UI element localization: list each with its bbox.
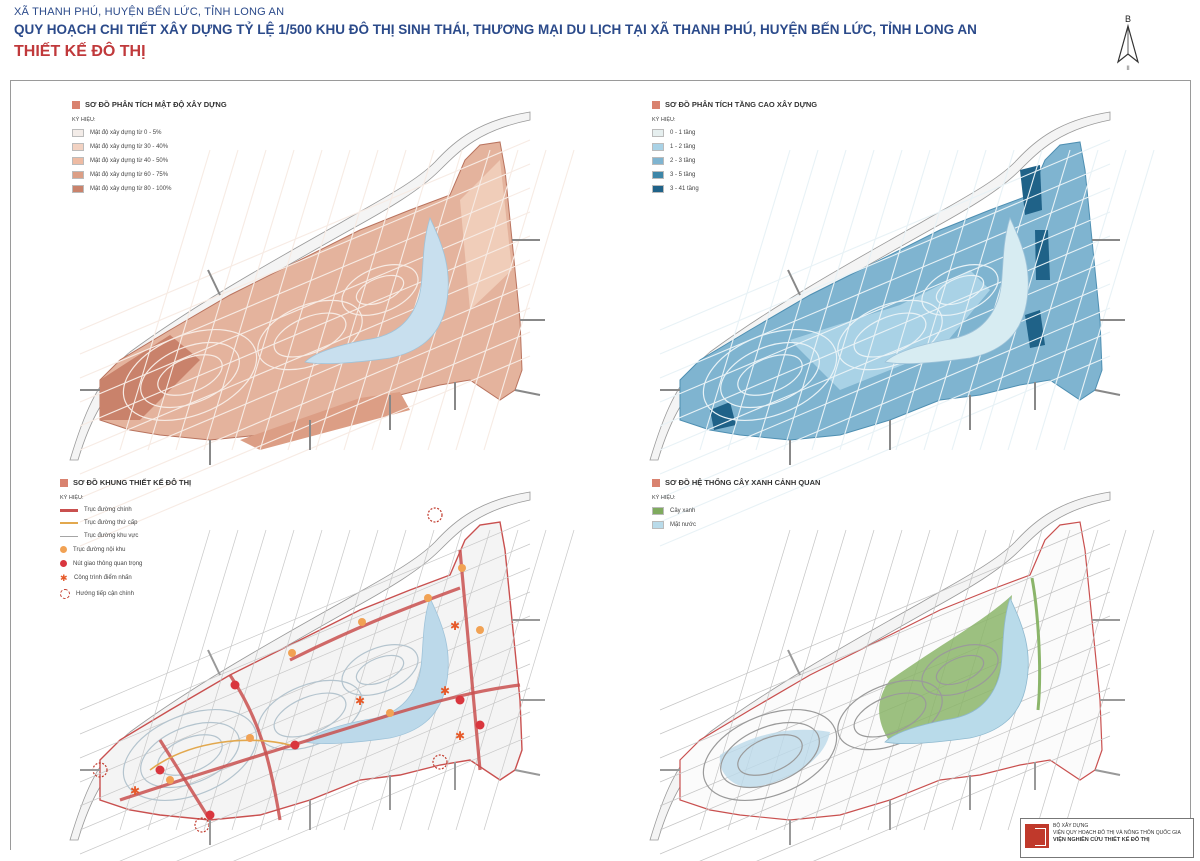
north-bottom-label: II xyxy=(1126,66,1130,72)
access-road xyxy=(1095,770,1120,775)
junction-node-icon xyxy=(156,766,165,775)
access-road xyxy=(515,390,540,395)
internal-road-node-icon xyxy=(166,776,174,784)
legend-label: Trục đường nội khu xyxy=(73,546,126,553)
landmark-star-icon: ✱ xyxy=(454,729,466,743)
density-map xyxy=(60,90,580,470)
legend-label: Mật độ xây dựng từ 80 - 100% xyxy=(90,186,172,192)
height-title-text: SƠ ĐỒ PHÂN TÍCH TẦNG CAO XÂY DỰNG xyxy=(665,100,818,109)
green-legend-title: KÝ HIỆU: xyxy=(652,495,676,501)
density-title-text: SƠ ĐỒ PHÂN TÍCH MẬT ĐỘ XÂY DỰNG xyxy=(85,100,227,109)
height-map xyxy=(640,90,1160,470)
institute-logo-icon xyxy=(1025,824,1049,848)
legend-label: 3 - 5 tầng xyxy=(670,172,696,178)
title-block-text xyxy=(1053,823,1191,844)
junction-node-icon xyxy=(206,811,215,820)
approach-ring-icon xyxy=(428,508,442,522)
drawing-subtitle: THIẾT KẾ ĐÔ THỊ xyxy=(14,43,146,60)
legend-label: Trục đường khu vực xyxy=(84,533,139,539)
footer-line-1: BỘ XÂY DỰNG xyxy=(1053,823,1089,829)
landmark-star-icon: ✱ xyxy=(439,684,451,698)
junction-node-icon xyxy=(476,721,485,730)
internal-road-node-icon xyxy=(386,709,394,717)
green-map xyxy=(640,470,1160,850)
green-title-text: SƠ ĐỒ HỆ THỐNG CÂY XANH CẢNH QUAN xyxy=(665,478,821,487)
north-label: B xyxy=(1124,14,1132,24)
frame-left-line xyxy=(10,80,11,850)
legend-label: Mật độ xây dựng từ 30 - 40% xyxy=(90,144,169,150)
footer-line-3: VIỆN NGHIÊN CỨU THIẾT KẾ ĐÔ THỊ xyxy=(1053,837,1150,843)
landmark-star-icon: ✱ xyxy=(449,619,461,633)
junction-node-icon xyxy=(231,681,240,690)
footer-line-2: VIỆN QUY HOẠCH ĐÔ THỊ VÀ NÔNG THÔN QUỐC GIA xyxy=(1053,830,1181,836)
height-legend-title: KÝ HIỆU: xyxy=(652,117,676,123)
legend-label: Mặt nước xyxy=(670,522,696,528)
legend-label: Mật độ xây dựng từ 60 - 75% xyxy=(90,172,169,178)
legend-label: Trục đường thứ cấp xyxy=(84,520,138,526)
density-legend-title: KÝ HIỆU: xyxy=(72,117,96,123)
internal-road-node-icon xyxy=(246,734,254,742)
location-line: XÃ THANH PHÚ, HUYỆN BẾN LỨC, TỈNH LONG AN xyxy=(14,6,285,18)
internal-road-node-icon xyxy=(458,564,466,572)
legend-label: Công trình điểm nhấn xyxy=(74,575,132,581)
north-arrow-icon xyxy=(1108,12,1148,72)
junction-node-icon xyxy=(291,741,300,750)
sheet-header xyxy=(14,6,1114,61)
internal-road-node-icon xyxy=(424,594,432,602)
legend-label: 0 - 1 tầng xyxy=(670,130,696,136)
internal-road-node-icon xyxy=(288,649,296,657)
legend-label: Nút giao thông quan trọng xyxy=(73,560,143,567)
legend-label: 2 - 3 tầng xyxy=(670,158,696,164)
legend-label: Cây xanh xyxy=(670,508,696,514)
landmark-star-icon: ✱ xyxy=(129,784,141,798)
landmark-star-icon: ✱ xyxy=(60,573,68,583)
legend-label: Mật độ xây dựng từ 40 - 50% xyxy=(90,158,169,164)
legend-label: Mật độ xây dựng từ 0 - 5% xyxy=(90,130,162,136)
title-block xyxy=(1020,818,1194,858)
legend-label: Trục đường chính xyxy=(84,507,132,513)
access-road xyxy=(515,770,540,775)
junction-node-icon xyxy=(456,696,465,705)
project-title: QUY HOẠCH CHI TIẾT XÂY DỰNG TỶ LỆ 1/500 KHU ĐÔ THỊ SINH THÁI, THƯƠNG MẠI DU LỊCH TẠI XÃ THANH PHÚ, HUYỆN BẾN LỨC, TỈNH LONG AN xyxy=(14,22,977,37)
framework-legend-title: KÝ HIỆU: xyxy=(60,495,84,501)
legend-label: 1 - 2 tầng xyxy=(670,144,696,150)
legend-label: Hướng tiếp cận chính xyxy=(76,591,134,597)
internal-road-node-icon xyxy=(358,618,366,626)
access-road xyxy=(1095,390,1120,395)
legend-label: 3 - 41 tầng xyxy=(670,186,699,192)
framework-map xyxy=(60,470,580,850)
high-rise-block xyxy=(1035,230,1050,280)
framework-title-text: SƠ ĐỒ KHUNG THIẾT KẾ ĐÔ THỊ xyxy=(73,478,192,487)
internal-road-node-icon xyxy=(476,626,484,634)
frame-right-line xyxy=(1190,80,1191,850)
frame-top-line xyxy=(10,80,1190,81)
landmark-star-icon: ✱ xyxy=(354,694,366,708)
